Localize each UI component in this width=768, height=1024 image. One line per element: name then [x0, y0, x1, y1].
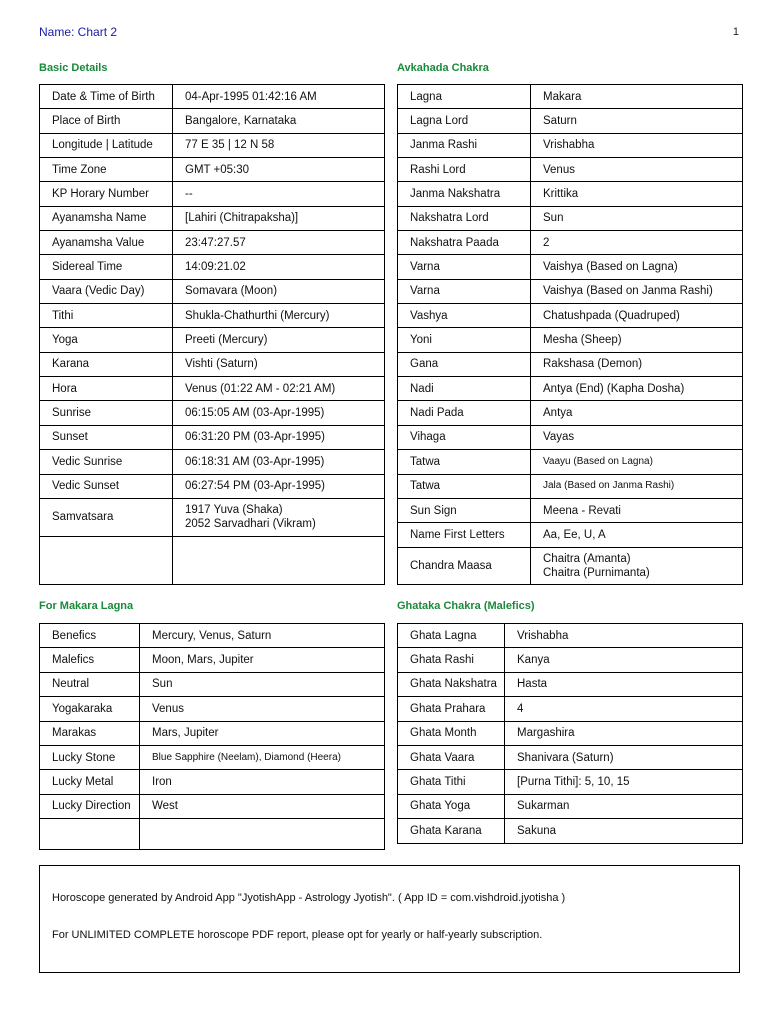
table-row	[398, 231, 743, 255]
row-label: Janma Rashi	[398, 133, 531, 157]
row-value: 4	[505, 697, 743, 721]
chandra-purnimanta: Chaitra (Purnimanta)	[543, 566, 650, 579]
row-value: Vayas	[531, 425, 743, 449]
table-row	[398, 624, 743, 648]
row-value: Antya (End) (Kapha Dosha)	[531, 377, 743, 401]
table-row	[398, 794, 743, 818]
row-label: Karana	[40, 352, 173, 376]
row-value: Saturn	[531, 109, 743, 133]
row-label: Ayanamsha Name	[40, 206, 173, 230]
makara-lagna-table	[39, 623, 385, 850]
row-value: 2	[531, 231, 743, 255]
row-label: Lucky Direction	[40, 794, 140, 818]
row-value: 14:09:21.02	[173, 255, 385, 279]
table-row	[40, 255, 385, 279]
table-row	[40, 231, 385, 255]
row-label: Vihaga	[398, 425, 531, 449]
row-value: Venus (01:22 AM - 02:21 AM)	[173, 377, 385, 401]
row-value: 06:27:54 PM (03-Apr-1995)	[173, 474, 385, 498]
row-label: Yogakaraka	[40, 697, 140, 721]
row-value: Moon, Mars, Jupiter	[140, 648, 385, 672]
row-value: Vishti (Saturn)	[173, 352, 385, 376]
row-value: 06:18:31 AM (03-Apr-1995)	[173, 450, 385, 474]
table-row	[398, 819, 743, 843]
row-value: Bangalore, Karnataka	[173, 109, 385, 133]
row-value: Chatushpada (Quadruped)	[531, 304, 743, 328]
row-value: Jala (Based on Janma Rashi)	[531, 474, 743, 498]
table-row	[40, 206, 385, 230]
table-row	[40, 624, 385, 648]
row-label: Time Zone	[40, 158, 173, 182]
table-row	[40, 328, 385, 352]
row-value: Somavara (Moon)	[173, 279, 385, 303]
table-row	[40, 450, 385, 474]
table-row	[40, 401, 385, 425]
table-row	[398, 255, 743, 279]
section-title-avkahada-chakra: Avkahada Chakra	[397, 62, 489, 74]
row-label: Ghata Tithi	[398, 770, 505, 794]
section-title-ghataka-chakra: Ghataka Chakra (Malefics)	[397, 600, 535, 612]
row-label: Chandra Maasa	[398, 547, 531, 584]
page-number: 1	[732, 26, 739, 38]
row-value: --	[173, 182, 385, 206]
table-row	[398, 85, 743, 109]
row-label: Place of Birth	[40, 109, 173, 133]
table-row	[398, 770, 743, 794]
table-row	[40, 133, 385, 157]
row-value: Iron	[140, 770, 385, 794]
row-label: Ghata Rashi	[398, 648, 505, 672]
row-label: Tatwa	[398, 474, 531, 498]
row-value: Sun	[140, 672, 385, 696]
table-row	[40, 770, 385, 794]
row-value: Margashira	[505, 721, 743, 745]
row-label: Vedic Sunrise	[40, 450, 173, 474]
row-label: Janma Nakshatra	[398, 182, 531, 206]
row-label: Sidereal Time	[40, 255, 173, 279]
table-row	[40, 697, 385, 721]
table-row	[40, 109, 385, 133]
row-value: Meena - Revati	[531, 498, 743, 522]
table-row	[398, 158, 743, 182]
table-row	[40, 474, 385, 498]
samvatsara-shaka: 1917 Yuva (Shaka)	[185, 504, 283, 517]
row-label: Benefics	[40, 624, 140, 648]
row-label: Sunset	[40, 425, 173, 449]
table-row	[40, 182, 385, 206]
row-label: Sun Sign	[398, 498, 531, 522]
row-value: Preeti (Mercury)	[173, 328, 385, 352]
row-label: Lagna Lord	[398, 109, 531, 133]
table-row	[398, 206, 743, 230]
row-label: Nakshatra Paada	[398, 231, 531, 255]
avkahada-chakra-table	[397, 84, 743, 585]
row-value: Sukarman	[505, 794, 743, 818]
table-row-empty	[40, 536, 385, 584]
ghataka-chakra-table	[397, 623, 743, 844]
table-row	[398, 133, 743, 157]
row-value: 23:47:27.57	[173, 231, 385, 255]
row-label: Date & Time of Birth	[40, 85, 173, 109]
row-label: Nadi	[398, 377, 531, 401]
table-row	[398, 450, 743, 474]
table-row-empty	[40, 819, 385, 850]
row-label: Varna	[398, 279, 531, 303]
table-row	[398, 745, 743, 769]
row-value: Mesha (Sheep)	[531, 328, 743, 352]
table-row	[398, 328, 743, 352]
row-label: Marakas	[40, 721, 140, 745]
row-label: Lucky Metal	[40, 770, 140, 794]
table-row	[40, 304, 385, 328]
row-value: Mars, Jupiter	[140, 721, 385, 745]
row-value: Vaishya (Based on Lagna)	[531, 255, 743, 279]
row-label: Ghata Lagna	[398, 624, 505, 648]
row-label: Sunrise	[40, 401, 173, 425]
footer-subscription-note: For UNLIMITED COMPLETE horoscope PDF report, please opt for yearly or half-yearly subscription.	[52, 929, 543, 941]
table-row	[398, 474, 743, 498]
row-label: Name First Letters	[398, 523, 531, 547]
row-value: Vaishya (Based on Janma Rashi)	[531, 279, 743, 303]
row-label: Vaara (Vedic Day)	[40, 279, 173, 303]
row-value: Venus	[531, 158, 743, 182]
chandra-amanta: Chaitra (Amanta)	[543, 552, 631, 565]
row-label: Malefics	[40, 648, 140, 672]
footer-generated-by: Horoscope generated by Android App "JyotishApp - Astrology Jyotish". ( App ID = com.vishdroid.jyotisha )	[52, 892, 566, 904]
row-label: Samvatsara	[40, 498, 173, 536]
table-row	[40, 352, 385, 376]
table-row	[398, 109, 743, 133]
row-label: Yoga	[40, 328, 173, 352]
table-row	[398, 498, 743, 522]
section-title-makara-lagna: For Makara Lagna	[39, 600, 134, 612]
table-row	[40, 279, 385, 303]
row-label: Ghata Nakshatra	[398, 672, 505, 696]
chart-name: Name: Chart 2	[39, 25, 118, 39]
table-row	[40, 158, 385, 182]
row-label: Ghata Yoga	[398, 794, 505, 818]
row-label: Ghata Vaara	[398, 745, 505, 769]
row-value: 06:31:20 PM (03-Apr-1995)	[173, 425, 385, 449]
table-row	[398, 721, 743, 745]
row-value: Venus	[140, 697, 385, 721]
row-value: Krittika	[531, 182, 743, 206]
table-row	[40, 377, 385, 401]
row-label: Nadi Pada	[398, 401, 531, 425]
table-row	[40, 648, 385, 672]
table-row	[398, 377, 743, 401]
row-value: Shanivara (Saturn)	[505, 745, 743, 769]
row-label: Tatwa	[398, 450, 531, 474]
row-label: Lucky Stone	[40, 745, 140, 769]
table-row	[40, 745, 385, 769]
table-row	[398, 672, 743, 696]
row-value: Vrishabha	[505, 624, 743, 648]
table-row	[398, 425, 743, 449]
row-value: Sakuna	[505, 819, 743, 843]
row-value: 77 E 35 | 12 N 58	[173, 133, 385, 157]
row-value: Rakshasa (Demon)	[531, 352, 743, 376]
row-label: Vashya	[398, 304, 531, 328]
row-value: West	[140, 794, 385, 818]
row-value: Mercury, Venus, Saturn	[140, 624, 385, 648]
row-value: [Lahiri (Chitrapaksha)]	[173, 206, 385, 230]
table-row	[40, 85, 385, 109]
row-label: Nakshatra Lord	[398, 206, 531, 230]
row-value	[173, 498, 385, 536]
row-value: Vaayu (Based on Lagna)	[531, 450, 743, 474]
row-label: Neutral	[40, 672, 140, 696]
row-label: Varna	[398, 255, 531, 279]
table-row	[398, 697, 743, 721]
table-row	[398, 352, 743, 376]
row-label: Yoni	[398, 328, 531, 352]
row-label: Lagna	[398, 85, 531, 109]
row-value: Blue Sapphire (Neelam), Diamond (Heera)	[140, 745, 385, 769]
row-label: Rashi Lord	[398, 158, 531, 182]
table-row	[40, 721, 385, 745]
row-value: Hasta	[505, 672, 743, 696]
row-value: Vrishabha	[531, 133, 743, 157]
row-value: Kanya	[505, 648, 743, 672]
row-label: Gana	[398, 352, 531, 376]
table-row	[398, 304, 743, 328]
row-value: [Purna Tithi]: 5, 10, 15	[505, 770, 743, 794]
row-label: Longitude | Latitude	[40, 133, 173, 157]
row-value: Shukla-Chathurthi (Mercury)	[173, 304, 385, 328]
row-label: Ghata Prahara	[398, 697, 505, 721]
table-row	[398, 401, 743, 425]
row-value: GMT +05:30	[173, 158, 385, 182]
row-value: Sun	[531, 206, 743, 230]
row-label: Ghata Month	[398, 721, 505, 745]
table-row	[398, 182, 743, 206]
footer-note-box	[39, 865, 740, 973]
row-value: Antya	[531, 401, 743, 425]
table-row	[398, 523, 743, 547]
table-row	[40, 498, 385, 536]
table-row	[40, 425, 385, 449]
section-title-basic-details: Basic Details	[39, 62, 108, 74]
row-label: Ghata Karana	[398, 819, 505, 843]
table-row	[398, 648, 743, 672]
table-row	[398, 279, 743, 303]
table-row	[40, 672, 385, 696]
row-label: Hora	[40, 377, 173, 401]
samvatsara-vikram: 2052 Sarvadhari (Vikram)	[185, 518, 316, 531]
row-value: 06:15:05 AM (03-Apr-1995)	[173, 401, 385, 425]
basic-details-table	[39, 84, 385, 585]
row-label: Vedic Sunset	[40, 474, 173, 498]
row-label: Ayanamsha Value	[40, 231, 173, 255]
table-row	[398, 547, 743, 584]
table-row	[40, 794, 385, 818]
row-value: Aa, Ee, U, A	[531, 523, 743, 547]
row-label: KP Horary Number	[40, 182, 173, 206]
row-value: Makara	[531, 85, 743, 109]
row-value: 04-Apr-1995 01:42:16 AM	[173, 85, 385, 109]
row-value	[531, 547, 743, 584]
row-label: Tithi	[40, 304, 173, 328]
